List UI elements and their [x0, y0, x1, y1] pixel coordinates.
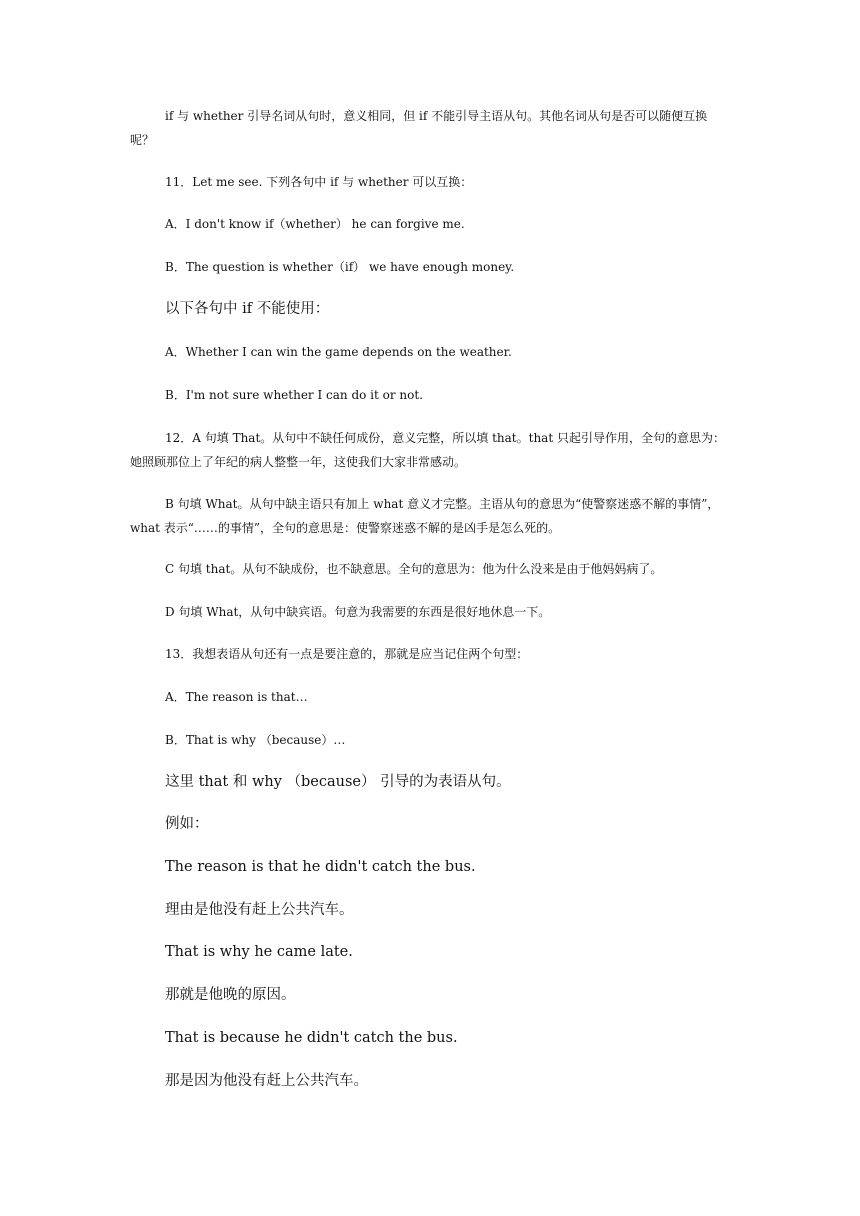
paragraph-predicative-note: 这里 that 和 why （because） 引导的为表语从句。: [165, 774, 511, 790]
paragraph-item-12-b: B 句填 What。从句中缺主语只有加上 what 意义才完整。主语从句的意思为“使警察迷惑不解的事情”，what 表示“……的事情”，全句的意思是：使警察迷惑不解的是凶手是怎么死的。: [130, 497, 720, 535]
paragraph-item-12-c: C 句填 that。从句不缺成份，也不缺意思。全句的意思为：他为什么没来是由于他妈妈病了。: [165, 562, 663, 576]
paragraph-13-a: A．The reason is that…: [165, 690, 308, 704]
example-sentence-3: That is because he didn't catch the bus.: [165, 1030, 458, 1046]
paragraph-item-13: 13．我想表语从句还有一点是要注意的，那就是应当记住两个句型：: [165, 647, 529, 661]
example-translation-2: 那就是他晚的原因。: [165, 987, 296, 1003]
paragraph-for-example: 例如：: [165, 816, 209, 832]
example-translation-1: 理由是他没有赶上公共汽车。: [165, 902, 354, 918]
paragraph-11-b: B．The question is whether（if） we have enough money.: [165, 260, 515, 274]
example-sentence-2: That is why he came late.: [165, 944, 353, 960]
paragraph-11-a: A．I don't know if（whether） he can forgive me.: [165, 217, 465, 231]
paragraph-intro: if 与 whether 引导名词从句时，意义相同，但 if 不能引导主语从句。其他名词从句是否可以随便互换呢？: [130, 109, 708, 147]
paragraph-if-not-allowed: 以下各句中 if 不能使用：: [165, 301, 330, 317]
paragraph-item-12-a: 12．A 句填 That。从句中不缺任何成份，意义完整，所以填 that。that 只起引导作用，全句的意思为：她照顾那位上了年纪的病人整整一年，这使我们大家非常感动。: [130, 431, 725, 469]
paragraph-item-11: 11．Let me see. 下列各句中 if 与 whether 可以互换：: [165, 175, 473, 189]
example-translation-3: 那是因为他没有赶上公共汽车。: [165, 1073, 368, 1089]
example-sentence-1: The reason is that he didn't catch the bus.: [165, 859, 476, 875]
paragraph-13-b: B．That is why （because）…: [165, 733, 346, 747]
paragraph-if-not-b: B．I'm not sure whether I can do it or not.: [165, 388, 424, 402]
paragraph-item-12-d: D 句填 What，从句中缺宾语。句意为我需要的东西是很好地休息一下。: [165, 605, 551, 619]
paragraph-if-not-a: A．Whether I can win the game depends on the weather.: [165, 345, 512, 359]
